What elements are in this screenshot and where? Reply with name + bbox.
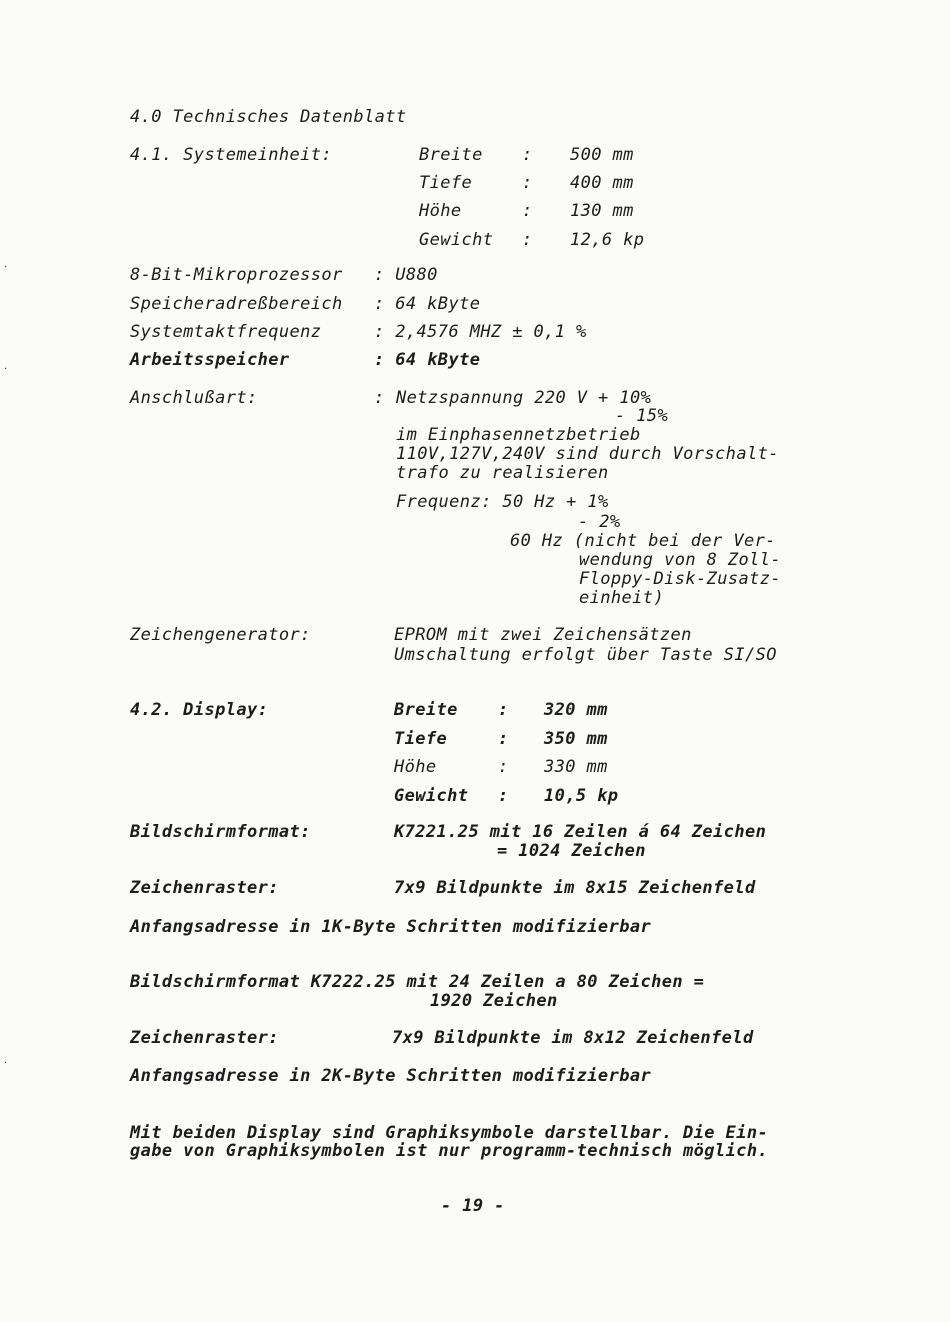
zeichengenerator-line: Umschaltung erfolgt über Taste SI/SO	[394, 645, 777, 665]
dim-separator: :	[498, 757, 509, 777]
dim-value: 10,5 kp	[544, 786, 619, 806]
section-heading-systemeinheit: 4.1. Systemeinheit:	[130, 145, 333, 165]
dim-separator: :	[498, 729, 509, 749]
dim-separator: :	[522, 201, 533, 221]
spec-label: Arbeitsspeicher	[130, 350, 290, 370]
spec-value: : 2,4576 MHZ ± 0,1 %	[374, 322, 587, 342]
bildschirmformat-label: Bildschirmformat:	[130, 822, 311, 842]
dim-value: 350 mm	[544, 729, 608, 749]
dim-value: 400 mm	[570, 173, 634, 193]
scan-speck: ·	[4, 262, 8, 273]
dim-value: 330 mm	[544, 757, 608, 777]
dim-separator: :	[498, 700, 509, 720]
spec-label: Speicheradreßbereich	[130, 294, 343, 314]
dim-value: 320 mm	[544, 700, 608, 720]
dim-separator: :	[522, 230, 533, 250]
dim-label: Höhe	[419, 201, 462, 221]
spec-value: : U880	[374, 265, 438, 285]
anschluss-line: trafo zu realisieren	[396, 463, 609, 483]
frequency-line: Floppy-Disk-Zusatz-	[579, 569, 782, 589]
frequency-line: - 2%	[578, 512, 621, 532]
zeichenraster-value: 7x9 Bildpunkte im 8x15 Zeichenfeld	[394, 878, 756, 898]
zeichenraster2-label: Zeichenraster:	[130, 1028, 279, 1048]
frequency-line: wendung von 8 Zoll-	[579, 550, 782, 570]
dim-label: Breite	[419, 145, 483, 165]
scan-speck: ·	[4, 1058, 8, 1069]
bildschirmformat-line: K7221.25 mit 16 Zeilen á 64 Zeichen	[394, 822, 767, 842]
dim-label: Höhe	[394, 757, 437, 777]
scan-speck: ·	[4, 364, 8, 375]
anschluss-line: im Einphasennetzbetrieb	[396, 425, 641, 445]
zeichenraster2-value: 7x9 Bildpunkte im 8x12 Zeichenfeld	[392, 1028, 754, 1048]
frequency-line: einheit)	[579, 588, 665, 608]
dim-separator: :	[498, 786, 509, 806]
page-title: 4.0 Technisches Datenblatt	[130, 107, 407, 127]
anschluss-colon: :	[374, 388, 385, 408]
bildschirmformat2-line: 1920 Zeichen	[430, 991, 558, 1011]
dim-separator: :	[522, 145, 533, 165]
zeichengenerator-line: EPROM mit zwei Zeichensätzen	[394, 625, 692, 645]
anfangsadresse2-line: Anfangsadresse in 2K-Byte Schritten modifizierbar	[130, 1066, 652, 1086]
anschluss-line: 110V,127V,240V sind durch Vorschalt-	[396, 444, 779, 464]
dim-label: Tiefe	[394, 729, 448, 749]
dim-label: Tiefe	[419, 173, 473, 193]
dim-label: Gewicht	[394, 786, 469, 806]
page-number: - 19 -	[441, 1196, 505, 1216]
bildschirmformat-line: = 1024 Zeichen	[497, 841, 646, 861]
footer-note-line: gabe von Graphiksymbolen ist nur programm-technisch möglich.	[130, 1141, 769, 1161]
anfangsadresse-line: Anfangsadresse in 1K-Byte Schritten modifizierbar	[130, 917, 652, 937]
dim-label: Breite	[394, 700, 458, 720]
zeichenraster-label: Zeichenraster:	[130, 878, 279, 898]
spec-value: : 64 kByte	[374, 294, 481, 314]
dim-label: Gewicht	[419, 230, 494, 250]
spec-label: Systemtaktfrequenz	[130, 322, 322, 342]
anschluss-label: Anschlußart:	[130, 388, 258, 408]
dim-value: 130 mm	[570, 201, 634, 221]
spec-label: 8-Bit-Mikroprozessor	[130, 265, 343, 285]
footer-note-line: Mit beiden Display sind Graphiksymbole darstellbar. Die Ein-	[130, 1123, 769, 1143]
spec-value: : 64 kByte	[374, 350, 481, 370]
frequency-line: Frequenz: 50 Hz + 1%	[396, 492, 609, 512]
dim-value: 500 mm	[570, 145, 634, 165]
dim-value: 12,6 kp	[570, 230, 645, 250]
zeichengenerator-label: Zeichengenerator:	[130, 625, 311, 645]
dim-separator: :	[522, 173, 533, 193]
bildschirmformat2-line: Bildschirmformat K7222.25 mit 24 Zeilen a 80 Zeichen =	[130, 972, 705, 992]
anschluss-line: Netzspannung 220 V + 10%	[396, 388, 652, 408]
section-heading-display: 4.2. Display:	[130, 700, 269, 720]
anschluss-line: - 15%	[615, 406, 669, 426]
frequency-line: 60 Hz (nicht bei der Ver-	[510, 531, 776, 551]
